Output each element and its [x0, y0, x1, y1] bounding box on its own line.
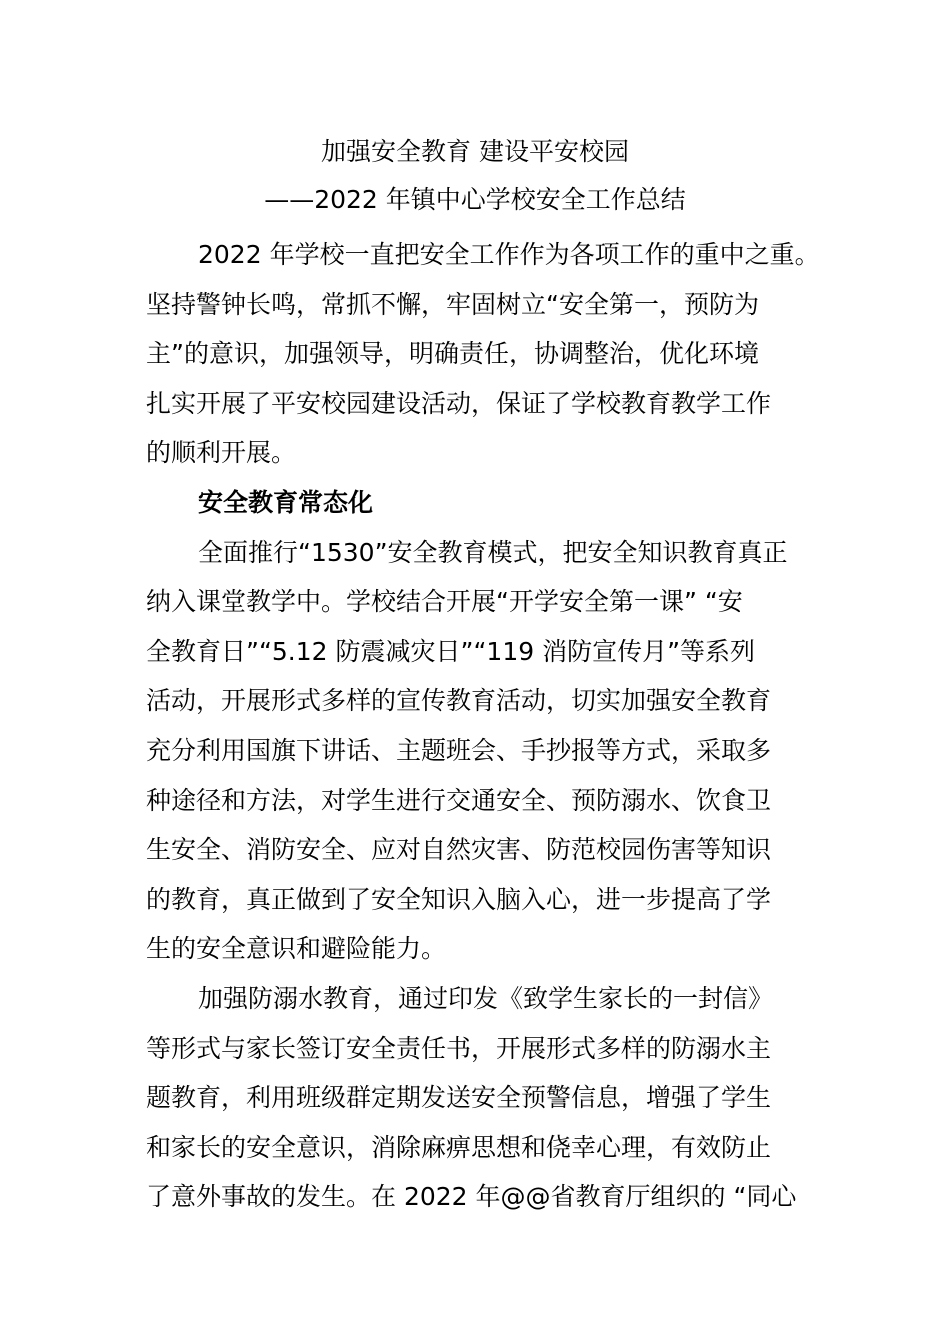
document-body: [146, 230, 826, 1222]
paragraph-line: 主”的意识，加强领导，明确责任，协调整治，优化环境: [146, 339, 759, 369]
intro-paragraph: [146, 230, 826, 478]
section-heading: 安全教育常态化: [198, 487, 374, 517]
paragraph-line: 的教育，真正做到了安全知识入脑入心，进一步提高了学: [146, 884, 772, 914]
section-paragraph: [146, 974, 826, 1222]
paragraph-line: 生安全、消防安全、应对自然灾害、防范校园伤害等知识: [146, 835, 772, 865]
section-paragraph: [146, 528, 826, 974]
paragraph-line: 种途径和方法，对学生进行交通安全、预防溺水、饮食卫: [146, 785, 772, 815]
paragraph-line: 充分利用国旗下讲话、主题班会、手抄报等方式，采取多: [146, 735, 772, 765]
document-subtitle: ——2022 年镇中心学校安全工作总结: [264, 185, 686, 214]
paragraph-line: 扎实开展了平安校园建设活动，保证了学校教育教学工作: [146, 388, 772, 418]
paragraph-line: 题教育，利用班级群定期发送安全预警信息，增强了学生: [146, 1083, 772, 1113]
paragraph-line: 了意外事故的发生。在 2022 年@@省教育厅组织的 “同心: [146, 1182, 797, 1212]
document-title: 加强安全教育 建设平安校园: [321, 137, 629, 166]
paragraph-line: 加强防溺水教育，通过印发《致学生家长的一封信》: [198, 983, 774, 1013]
paragraph-line: 全面推行“1530”安全教育模式，把安全知识教育真正: [198, 537, 788, 567]
paragraph-line: 生的安全意识和避险能力。: [146, 934, 447, 964]
paragraph-line: 纳入课堂教学中。学校结合开展“开学安全第一课” “安: [146, 587, 743, 617]
paragraph-line: 坚持警钟长鸣，常抓不懈，牢固树立“安全第一，预防为: [146, 289, 759, 319]
paragraph-line: 和家长的安全意识，消除麻痹思想和侥幸心理，有效防止: [146, 1132, 772, 1162]
paragraph-line: 的顺利开展。: [146, 438, 297, 468]
paragraph-line: 活动，开展形式多样的宣传教育活动，切实加强安全教育: [146, 686, 772, 716]
paragraph-line: 全教育日”“5.12 防震减灾日”“119 消防宣传月”等系列: [146, 636, 756, 666]
paragraph-line: 2022 年学校一直把安全工作作为各项工作的重中之重。: [198, 240, 820, 269]
paragraph-line: 等形式与家长签订安全责任书，开展形式多样的防溺水主: [146, 1033, 772, 1063]
